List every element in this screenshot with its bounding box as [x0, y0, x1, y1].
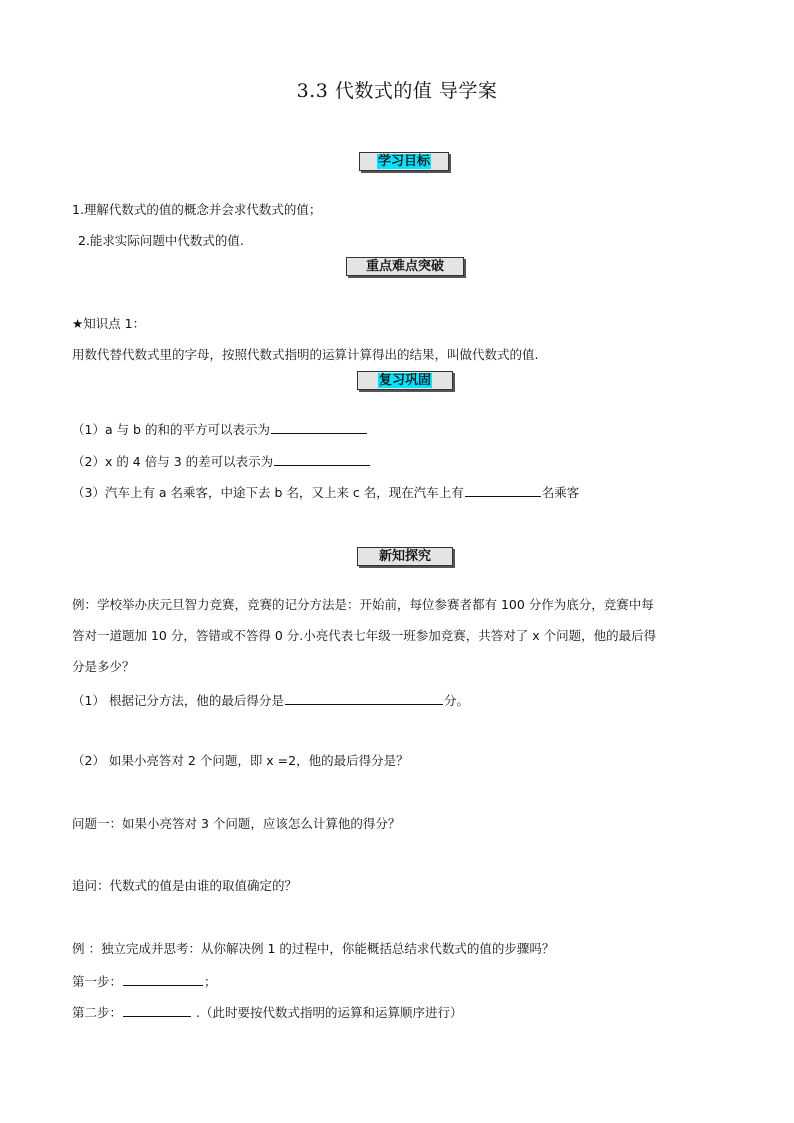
step-2-suffix: .（此时要按代数式指明的运算和运算顺序进行）: [192, 1005, 463, 1020]
review-question-2: [72, 452, 371, 470]
section-explore-label: 新知探究: [378, 549, 431, 564]
example-text-line-2: 答对一道题加 10 分，答错或不答得 0 分.小亮代表七年级一班参加竞赛，共答对了 x 个问题，他的最后得: [72, 628, 657, 643]
review-question-1: [72, 420, 368, 438]
review-question-1-text: （1）a 与 b 的和的平方可以表示为: [72, 422, 270, 437]
section-review-label: 复习巩固: [378, 373, 431, 388]
step-2: [72, 1003, 462, 1021]
answer-blank[interactable]: [285, 691, 443, 705]
knowledge-definition: 用数代替代数式里的字母，按照代数式指明的运算计算得出的结果，叫做代数式的值.: [72, 347, 539, 362]
goal-item-1: 1.理解代数式的值的概念并会求代数式的值；: [72, 202, 322, 217]
review-question-3-suffix: 名乘客: [541, 485, 580, 500]
answer-blank[interactable]: [465, 483, 541, 497]
answer-blank[interactable]: [123, 972, 203, 986]
step-1: [72, 972, 217, 990]
section-goals-header: [359, 152, 449, 171]
goal-item-2: 2.能求实际问题中代数式的值.: [78, 233, 244, 248]
review-question-2-text: （2）x 的 4 倍与 3 的差可以表示为: [72, 454, 274, 469]
example-2: 例 ：独立完成并思考：从你解决例 1 的过程中，你能概括总结求代数式的值的步骤吗？: [72, 941, 555, 956]
example-text-line-3: 分是多少？: [72, 659, 135, 674]
section-explore-header: [357, 547, 453, 566]
example-part-1: [72, 691, 469, 709]
section-review-header: [357, 371, 453, 390]
answer-blank[interactable]: [123, 1003, 191, 1017]
step-2-label: 第二步：: [72, 1005, 123, 1020]
answer-blank[interactable]: [271, 420, 367, 434]
section-goals-label: 学习目标: [377, 154, 430, 169]
section-key-points-header: [346, 257, 464, 276]
example-text-line-1: 例：学校举办庆元旦智力竞赛，竞赛的记分方法是：开始前，每位参赛者都有 100 分作为底分，竞赛中每: [72, 597, 654, 612]
page-title: 3.3 代数式的值 导学案: [296, 80, 498, 102]
review-question-3-text: （3）汽车上有 a 名乘客，中途下去 b 名，又上来 c 名，现在汽车上有: [72, 485, 464, 500]
example-part-2: （2） 如果小亮答对 2 个问题，即 x =2，他的最后得分是？: [72, 753, 409, 768]
step-1-label: 第一步：: [72, 974, 123, 989]
section-key-points-label: 重点难点突破: [365, 259, 444, 274]
example-part-1-text: （1） 根据记分方法，他的最后得分是: [72, 693, 284, 708]
knowledge-heading: ★知识点 1：: [72, 316, 146, 331]
example-part-1-suffix: 分。: [443, 693, 469, 708]
question-one: 问题一：如果小亮答对 3 个问题，应该怎么计算他的得分？: [72, 816, 401, 831]
answer-blank[interactable]: [274, 452, 370, 466]
review-question-3: [72, 483, 579, 501]
step-1-suffix: ；: [204, 974, 217, 989]
follow-up-question: 追问：代数式的值是由谁的取值确定的？: [72, 878, 298, 893]
